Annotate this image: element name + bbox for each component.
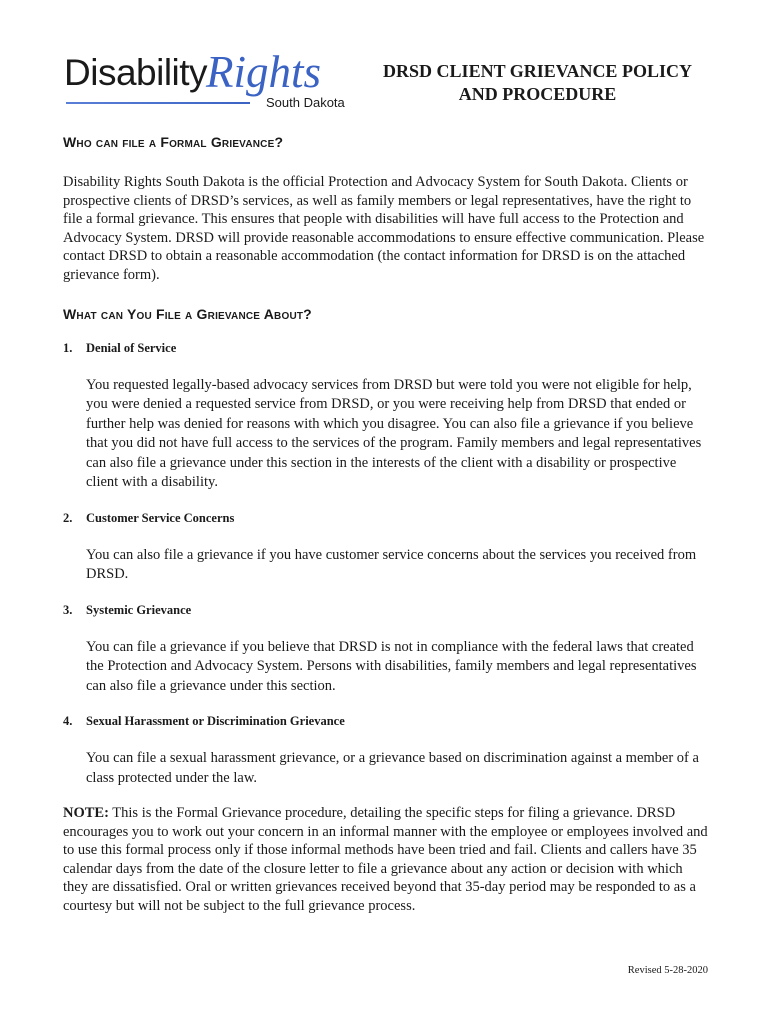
logo-underline	[66, 102, 250, 104]
grievance-item-body: You can file a sexual harassment grievance, or a grievance based on discrimination against a member of a class protected under the law.	[86, 750, 699, 786]
logo-subtitle: South Dakota	[266, 95, 345, 110]
organization-logo	[62, 47, 362, 114]
note-paragraph	[63, 804, 708, 916]
document-body	[63, 134, 708, 916]
revision-date: Revised 5-28-2020	[627, 965, 708, 976]
grievance-item-number: 3.	[63, 602, 73, 617]
grievance-item	[63, 603, 708, 697]
logo-word-rights: Rights	[206, 47, 322, 97]
document-title-line1: DRSD CLIENT GRIEVANCE POLICY	[383, 61, 692, 81]
note-label: NOTE:	[63, 805, 109, 822]
note-text: This is the Formal Grievance procedure, detailing the specific steps for filing a grievance. DRSD encourages you to work out your concern in an informal manner with the employee or employees involved and to use this formal process only if those informal methods have been tried and fail. Clients and callers have 35 calendar days from the date of the closure letter to file a grievance about any action or decision with which they are dissatisfied. Oral or written grievances received beyond that 35-day period may be responded to as a courtesy but will not be subject to the full grievance process.	[63, 805, 708, 915]
logo-word-disability: Disability	[64, 52, 208, 93]
grievance-item	[63, 341, 708, 493]
grievance-item-number: 4.	[63, 714, 73, 729]
section-heading-who: Who can file a Formal Grievance?	[63, 134, 284, 150]
section-who-paragraph: Disability Rights South Dakota is the official Protection and Advocacy System for South Dakota. Clients or prospective clients of DRSD’s services, as well as family members or legal representatives, have the right to file a formal grievance. This ensures that people with disabilities will have full access to the Protection and Advocacy System. DRSD will provide reasonable accommodations to ensure effective communication. Please contact DRSD to obtain a reasonable accommodation (the contact information for DRSD is on the attached grievance form).	[63, 174, 705, 283]
grievance-item	[63, 511, 708, 585]
grievance-item-heading	[63, 511, 708, 526]
grievance-item-body: You requested legally-based advocacy services from DRSD but were told you were not eligible for help, you were denied a requested service from DRSD, or you were receiving help from DRSD that ended or further help was denied for reasons with which you disagree. You can also file a grievance if you believe that you did not have full access to the services of the program. Family members and legal representatives can also file a grievance under this section in the interests of the client with a disability or prospective client with a disability.	[86, 376, 702, 491]
grievance-item-heading	[63, 341, 708, 356]
grievance-item-number: 2.	[63, 510, 73, 525]
document-title	[365, 60, 710, 106]
grievance-item-number: 1.	[63, 340, 73, 355]
grievance-item-body: You can also file a grievance if you have customer service concerns about the services you received from DRSD.	[86, 546, 697, 583]
grievance-item-body: You can file a grievance if you believe that DRSD is not in compliance with the federal laws that created the Protection and Advocacy System. Persons with disabilities, family members and legal representatives can also file a grievance under this section.	[86, 638, 697, 694]
grievance-item-title: Denial of Service	[86, 340, 177, 355]
grievance-item-title: Customer Service Concerns	[86, 510, 235, 525]
section-heading-what: What can You File a Grievance About?	[63, 305, 312, 322]
grievance-item-title: Systemic Grievance	[86, 602, 192, 617]
grievance-item	[63, 714, 708, 788]
grievance-item-heading	[63, 714, 708, 729]
grievance-item-heading	[63, 603, 708, 618]
grievance-item-title: Sexual Harassment or Discrimination Grievance	[86, 714, 345, 729]
document-title-line2: AND PROCEDURE	[458, 84, 617, 104]
